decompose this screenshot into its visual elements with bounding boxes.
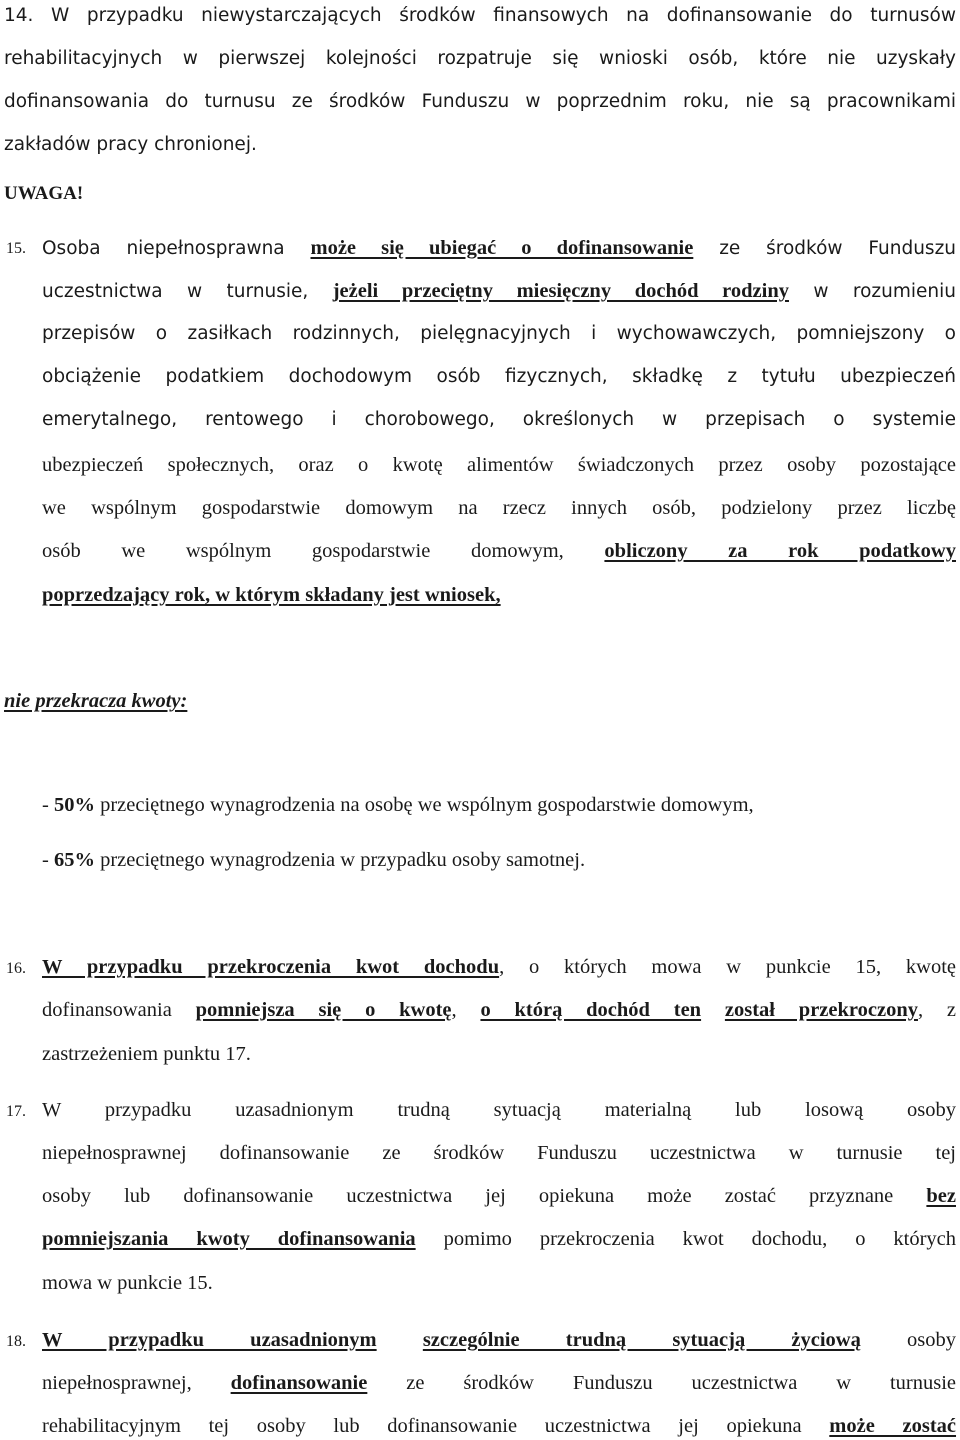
p16-emphasis-2: pomniejsza się o kwotę [195, 999, 452, 1021]
p14-line-3: dofinansowania do turnusu ze środków Funduszu w poprzednim roku, nie są pracownikami [4, 91, 956, 112]
limit-item-65: - 65% przeciętnego wynagrodzenia w przypadku osoby samotnej. [42, 849, 586, 871]
p15-line-8: osób we wspólnym gospodarstwie domowym, obliczony za rok podatkowy [42, 540, 956, 562]
p16-line-3: zastrzeżeniem punktu 17. [42, 1043, 251, 1065]
limit-65-percent: 65% [53, 849, 95, 871]
p17-line-1: W przypadku uzasadnionym trudną sytuacją materialną lub losową osoby [42, 1099, 956, 1121]
limit-50-percent: 50% [53, 794, 95, 816]
p18-number: 18. [6, 1333, 26, 1350]
p17-line-4: pomniejszania kwoty dofinansowania pomimo przekroczenia kwot dochodu, o których [42, 1228, 957, 1250]
p18-emphasis-3: dofinansowanie [230, 1372, 368, 1394]
p17-emphasis-1: bez [926, 1185, 956, 1207]
p18-line-1: W przypadku uzasadnionym szczególnie trudną sytuacją życiową osoby [42, 1329, 957, 1351]
p15-number: 15. [6, 240, 26, 257]
p17-line-2: niepełnosprawnej dofinansowanie ze środków Funduszu uczestnictwa w turnusie tej [42, 1142, 956, 1164]
p16-emphasis-3: o którą dochód ten [480, 999, 702, 1021]
p17-line-5: mowa w punkcie 15. [42, 1272, 213, 1294]
p15-emphasis-1: może się ubiegać o dofinansowanie [310, 237, 694, 259]
p15-line-1: Osoba niepełnosprawna może się ubiegać o dofinansowanie ze środków Funduszu [42, 237, 957, 259]
p14-line-4: zakładów pracy chronionej. [4, 134, 257, 155]
p17-emphasis-2: pomniejszania kwoty dofinansowania [42, 1228, 416, 1250]
p16-emphasis-4: został przekroczony [724, 999, 918, 1021]
p15-line-2: uczestnictwa w turnusie, jeżeli przeciętny miesięczny dochód rodziny w rozumieniu [42, 280, 957, 302]
limit-heading: nie przekracza kwoty: [4, 690, 188, 712]
p17-number: 17. [6, 1103, 26, 1120]
p15-line-6: ubezpieczeń społecznych, oraz o kwotę alimentów świadczonych przez osoby pozostające [42, 454, 956, 476]
p16-emphasis-1: W przypadku przekroczenia kwot dochodu [42, 956, 500, 978]
p16-line-1: W przypadku przekroczenia kwot dochodu, o których mowa w punkcie 15, kwotę [42, 956, 956, 978]
p18-emphasis-2: szczególnie trudną sytuacją życiową [422, 1329, 861, 1351]
p15-line-7: we wspólnym gospodarstwie domowym na rzecz innych osób, podzielony przez liczbę [42, 497, 956, 519]
uwaga-label: UWAGA! [4, 183, 84, 204]
p15-line-3: przepisów o zasiłkach rodzinnych, pielęgnacyjnych i wychowawczych, pomniejszony o [42, 323, 956, 344]
p14-line-1: 14. W przypadku niewystarczających środków finansowych na dofinansowanie do turnusów [4, 5, 956, 26]
p18-emphasis-1: W przypadku uzasadnionym [42, 1329, 377, 1351]
p15-emphasis-3: obliczony za rok podatkowy [604, 540, 956, 562]
p14-line-2: rehabilitacyjnych w pierwszej kolejności rozpatruje się wnioski osób, które nie uzyskały [4, 48, 956, 69]
p18-line-3: rehabilitacyjnym tej osoby lub dofinansowanie uczestnictwa jej opiekuna może zostać [42, 1415, 957, 1437]
p16-line-2: dofinansowania pomniejsza się o kwotę, o którą dochód ten został przekroczony, z [42, 999, 957, 1021]
p15-line-9: poprzedzający rok, w którym składany jest wniosek, [42, 584, 501, 606]
limit-item-50: - 50% przeciętnego wynagrodzenia na osobę we wspólnym gospodarstwie domowym, [42, 794, 754, 816]
p15-emphasis-2: jeżeli przeciętny miesięczny dochód rodziny [332, 280, 789, 302]
p18-emphasis-4: może zostać [829, 1415, 957, 1437]
p15-line-5: emerytalnego, rentowego i chorobowego, określonych w przepisach o systemie [42, 409, 956, 430]
p17-line-3: osoby lub dofinansowanie uczestnictwa jej opiekuna może zostać przyznane bez [42, 1185, 956, 1207]
p15-line-4: obciążenie podatkiem dochodowym osób fizycznych, składkę z tytułu ubezpieczeń [42, 366, 956, 387]
p16-number: 16. [6, 960, 26, 977]
p18-line-2: niepełnosprawnej, dofinansowanie ze środków Funduszu uczestnictwa w turnusie [42, 1372, 957, 1394]
